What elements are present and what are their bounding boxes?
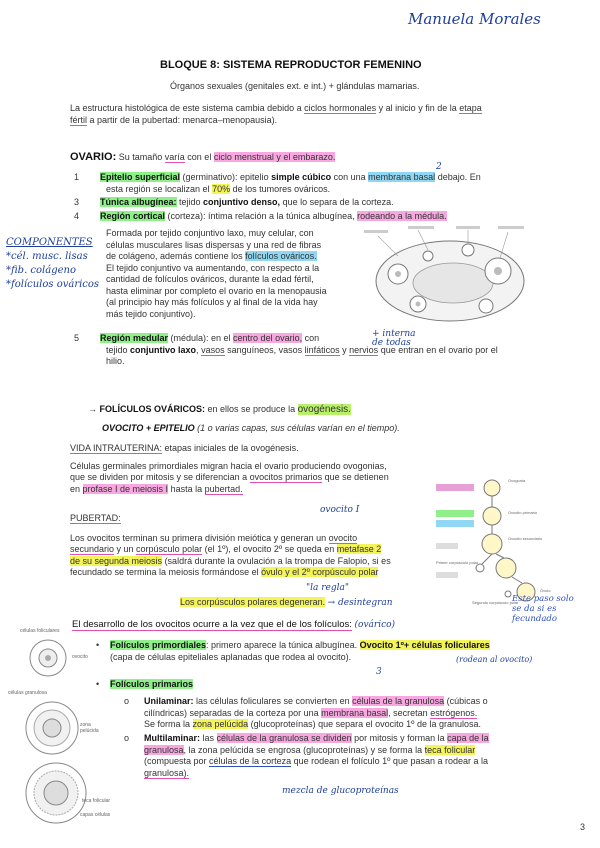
diagram-label-ovogonia: Ovogonia bbox=[508, 478, 526, 483]
regla-note: "la regla" bbox=[306, 583, 350, 593]
foliculos-formula: OVOCITO + EPITELIO (1 o varias capas, sus células varían en el tiempo). bbox=[102, 423, 400, 433]
foliculos-heading: → FOLÍCULOS OVÁRICOS: en ellos se produce la ovogénesis. bbox=[88, 404, 351, 415]
ovary-illustration bbox=[358, 226, 534, 326]
left-label-capa: capas células bbox=[80, 812, 111, 818]
foliculos-primarios: • Folículos primarios bbox=[96, 679, 194, 689]
foliculos-primordiales: • Folículos primordiales: primero aparece la túnica albugínea. Ovocito 1º+ células foliculares (capa de células epiteliales aplanadas que rodea al ovocito). bbox=[96, 640, 490, 662]
author-signature: Manuela Morales bbox=[408, 10, 541, 28]
interna-note: + interna de todas bbox=[372, 329, 416, 348]
ovario-items: 1 Epitelio superficial (germinativo): epitelio simple cúbico con una membrana basal debajo. En esta región se localizan el 70% de los tumores ováricos. 3 Túnica albugínea: tejido conjuntivo denso, que lo separa de la corteza. 4 Región cortical (corteza): íntima relación a la túnica albugínea, rodeando a la médula. bbox=[74, 172, 481, 221]
number-2-note: 2 bbox=[436, 162, 442, 172]
diagram-label-primer-corpusculo: Primer corpúsculo polar bbox=[436, 560, 479, 565]
ovario-heading: OVARIO: Su tamaño varía con el ciclo menstrual y el embarazo. bbox=[70, 151, 336, 163]
rodean-note: (rodean al ovocito) bbox=[456, 655, 533, 664]
left-label-cel-granulosa: células granulosa bbox=[8, 690, 47, 696]
intro-text: La estructura histológica de este sistema cambia debido a ciclos hormonales y al inicio y fin de la etapa fértil a partir de la pubertad: menarca–menopausia). bbox=[70, 103, 482, 125]
fecundado-note: Este paso solo se da si es fecundado bbox=[512, 594, 574, 624]
page-title: BLOQUE 8: SISTEMA REPRODUCTOR FEMENINO bbox=[160, 59, 422, 71]
polares-degeneran: Los corpúsculos polares degeneran. → desintegran bbox=[180, 597, 393, 608]
diagram-label-ovocito-primario: Ovocito primario bbox=[508, 510, 538, 515]
left-label-zona: zona pelúcida bbox=[80, 722, 99, 734]
diagram-label-segundo-corpusculo: Segundo corpúsculo polar bbox=[472, 600, 519, 605]
pubertad-section: PUBERTAD: Los ovocitos terminan su primera división meiótica y generan un ovocito secundario y un corpúsculo polar (el 1º), el ovocito 2º se queda en metafase 2 de su segunda meiosis (saldrá durante la ovulación a la trompa de Falopio, si es fecundado se termina la meiosis formándose el óvulo y el 2º corpúsculo polar bbox=[70, 513, 391, 577]
page-subtitle: Órganos sexuales (genitales ext. e int.) + glándulas mamarias. bbox=[170, 81, 420, 91]
region-medular: 5 Región medular (médula): en el centro del ovario, con tejido conjuntivo laxo, vasos sanguíneos, vasos linfáticos y nervios que entran en el ovario por el hilio. bbox=[74, 333, 498, 366]
vida-intrauterina: VIDA INTRAUTERINA: etapas iniciales de la ovogénesis. Células germinales primordiales migran hacia el ovario produciendo ovogonias, que se dividen por mitosis y se diferencian a ovocitos primarios que se detienen en profase I de meiosis I hasta la pubertad. bbox=[70, 443, 389, 494]
left-label-teca: teca folicular bbox=[82, 798, 111, 804]
desarrollo-heading: El desarrollo de los ovocitos ocurre a la vez que el de los folículos: (ovárico) bbox=[72, 619, 396, 630]
number-3-note: 3 bbox=[376, 667, 382, 677]
left-label-ovocito: ovocito bbox=[72, 654, 88, 660]
cortical-description: Formada por tejido conjuntivo laxo, muy celular, con células musculares lisas dispersas y una red de fibras de colágeno, además contiene los folículos ováricos. El tejido conjuntivo va aumentando, con respecto a la cantidad de folículos ováricos, durante la edad fértil, hasta eliminar por completo el ovario en la menopausia (al principio hay más folículos y al final de la vida hay más tejido conjuntivo). bbox=[106, 228, 327, 319]
page-number: 3 bbox=[580, 822, 586, 832]
componentes-note: COMPONENTES *cél. musc. lisas *fib. colágeno *folículos ováricos bbox=[6, 237, 100, 290]
diagram-label-ovulo: Óvulo bbox=[540, 588, 551, 593]
diagram-label-ovocito-secundario: Ovocito secundario bbox=[508, 536, 543, 541]
left-label-celulas: células foliculares bbox=[20, 628, 60, 634]
ovogenesis-diagram bbox=[432, 468, 592, 608]
mezcla-note: mezcla de glucoproteínas bbox=[282, 786, 399, 796]
multilaminar: o Multilaminar: las células de la granulosa se dividen por mitosis y forman la capa de la granulosa, la zona pelúcida se engrosa (glucoproteínas) y se forma la teca folicular (compuesta por células de la corteza que rodean el folículo 1º que pasan a rodear a la granulosa). bbox=[124, 733, 489, 778]
ovocito-I-note: ovocito I bbox=[320, 505, 360, 515]
unilaminar: o Unilaminar: las células foliculares se convierten en células de la granulosa (cúbicas o cilíndricas) separadas de la corteza por una membrana basal, secretan estrógenos. Se forma la zona pelúcida (glucoproteínas) que separa el ovocito 1º de la granulosa. bbox=[124, 696, 488, 729]
